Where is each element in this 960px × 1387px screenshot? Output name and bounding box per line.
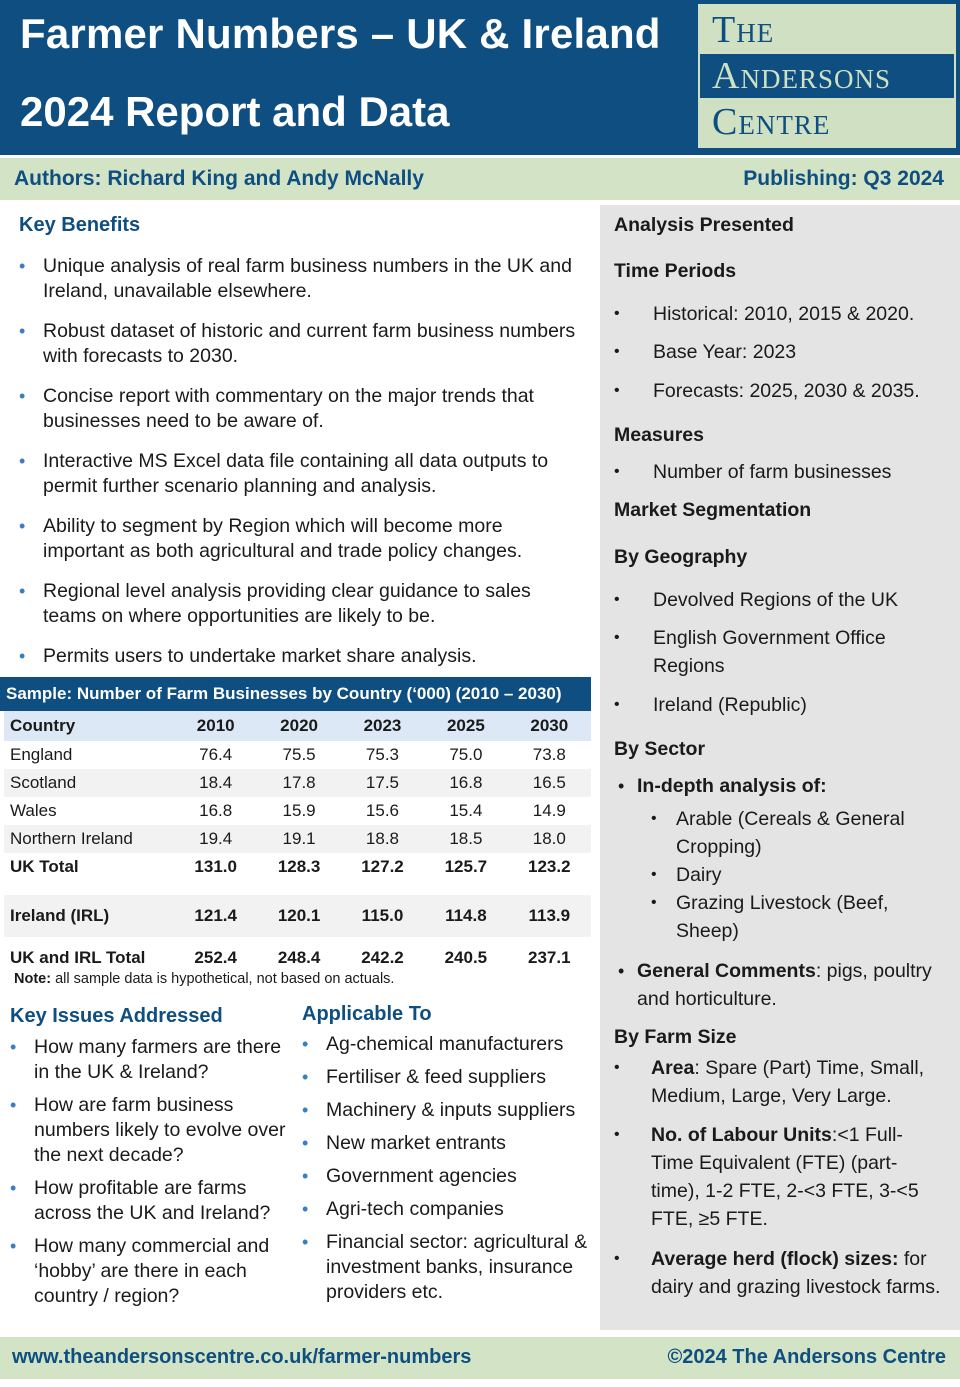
time-period-item: Historical: 2010, 2015 & 2020. bbox=[653, 303, 915, 325]
table-cell: 121.4 bbox=[174, 895, 257, 937]
bullet-icon: • bbox=[19, 386, 26, 406]
bullet-icon: • bbox=[10, 1095, 17, 1115]
table-cell: 113.9 bbox=[508, 895, 591, 937]
logo-line-1: The bbox=[700, 8, 954, 52]
website-link[interactable]: www.theandersonscentre.co.uk/farmer-numbers bbox=[12, 1346, 472, 1368]
table-cell: 18.4 bbox=[174, 769, 257, 797]
table-cell: Ireland (IRL) bbox=[4, 895, 174, 937]
bullet-icon: • bbox=[19, 451, 26, 471]
table-cell: 120.1 bbox=[257, 895, 340, 937]
copyright-text: ©2024 The Andersons Centre bbox=[667, 1346, 946, 1368]
bullet-icon: • bbox=[651, 894, 657, 911]
table-cell: 123.2 bbox=[528, 857, 571, 876]
table-cell: UK Total bbox=[10, 857, 79, 876]
table-cell: 15.6 bbox=[365, 801, 400, 820]
segmentation-heading: Market Segmentation bbox=[614, 499, 812, 521]
table-cell: 75.3 bbox=[365, 745, 400, 764]
list-item: • Concise report with commentary on the major trends that businesses need to be aware of. bbox=[19, 385, 534, 432]
bullet-icon: • bbox=[19, 581, 26, 601]
list-item: • Ability to segment by Region which will become more important as both agricultural and trade policy changes. bbox=[19, 515, 523, 562]
column-header: 2010 bbox=[174, 711, 257, 741]
table-row bbox=[4, 825, 591, 853]
table-cell: 16.8 bbox=[424, 769, 507, 797]
bullet-icon: • bbox=[614, 305, 620, 322]
bullet-icon: • bbox=[614, 343, 620, 360]
table-note: Note: all sample data is hypothetical, not based on actuals. bbox=[14, 971, 395, 987]
key-benefits-heading: Key Benefits bbox=[19, 214, 141, 236]
table-cell: 14.9 bbox=[532, 801, 566, 820]
sample-data-table bbox=[4, 711, 591, 979]
title-line-2: 2024 Report and Data bbox=[20, 88, 450, 135]
table-row bbox=[4, 741, 591, 769]
andersons-logo bbox=[698, 4, 956, 148]
footer-bar bbox=[0, 1337, 960, 1379]
time-periods-heading: Time Periods bbox=[614, 260, 737, 282]
farm-size-area: Area: Spare (Part) Time, Small, Medium, Large, Very Large. bbox=[651, 1057, 925, 1107]
title-line-1: Farmer Numbers – UK & Ireland bbox=[20, 10, 661, 57]
list-item: • Robust dataset of historic and current farm business numbers with forecasts to 2030. bbox=[19, 320, 576, 367]
bullet-icon: • bbox=[618, 776, 625, 796]
bullet-icon: • bbox=[19, 256, 26, 276]
table-cell: Wales bbox=[10, 801, 57, 820]
table-row bbox=[4, 769, 591, 797]
sector-indepth-label: In-depth analysis of: bbox=[637, 775, 827, 797]
list-item: • New market entrants bbox=[302, 1132, 506, 1154]
bullet-icon: • bbox=[10, 1236, 17, 1256]
bullet-icon: • bbox=[302, 1199, 309, 1219]
list-item: • Agri-tech companies bbox=[302, 1198, 504, 1220]
table-cell: 248.4 bbox=[277, 948, 321, 967]
table-cell: 128.3 bbox=[277, 857, 321, 876]
table-cell: 114.8 bbox=[424, 895, 507, 937]
list-item: • Permits users to undertake market share analysis. bbox=[19, 645, 477, 667]
applicable-to-heading: Applicable To bbox=[302, 1003, 432, 1025]
list-item: • Government agencies bbox=[302, 1165, 517, 1187]
table-cell: 237.1 bbox=[528, 948, 571, 967]
sector-heading: By Sector bbox=[614, 738, 706, 760]
table-header-row bbox=[4, 711, 591, 741]
column-header: 2023 bbox=[341, 711, 424, 741]
table-cell: 16.8 bbox=[199, 801, 233, 820]
table-cell: 75.0 bbox=[449, 745, 483, 764]
bullet-icon: • bbox=[10, 1037, 17, 1057]
table-cell: 17.8 bbox=[257, 769, 340, 797]
key-issues-list bbox=[10, 1035, 290, 1317]
authors-text: Authors: Richard King and Andy McNally bbox=[14, 167, 424, 190]
table-cell: 18.8 bbox=[341, 825, 424, 853]
table-cell: UK and IRL Total bbox=[10, 948, 146, 967]
bullet-icon: • bbox=[651, 866, 657, 883]
farm-size-labour: No. of Labour Units:<1 Full-Time Equivalent (FTE) (part-time), 1-2 FTE, 2-<3 FTE, 3-<5 FTE, ≥5 FTE. bbox=[651, 1124, 919, 1230]
sector-sub-item: Grazing Livestock (Beef, Sheep) bbox=[676, 892, 889, 942]
key-benefits-list bbox=[19, 254, 579, 684]
bullet-icon: • bbox=[302, 1166, 309, 1186]
table-cell: 15.9 bbox=[282, 801, 316, 820]
bullet-icon: • bbox=[19, 646, 26, 666]
logo-line-3: Centre bbox=[700, 100, 954, 144]
bullet-icon: • bbox=[10, 1178, 17, 1198]
column-header: 2020 bbox=[257, 711, 340, 741]
table-cell: 15.4 bbox=[449, 801, 483, 820]
table-cell: 125.7 bbox=[444, 857, 488, 876]
table-cell: 127.2 bbox=[361, 857, 404, 876]
table-cell: Scotland bbox=[4, 769, 174, 797]
bullet-icon: • bbox=[302, 1034, 309, 1054]
column-header: 2030 bbox=[508, 711, 591, 741]
table-row bbox=[4, 797, 591, 825]
table-row bbox=[4, 853, 591, 895]
list-item: • How many farmers are there in the UK & Ireland? bbox=[10, 1036, 282, 1083]
bullet-icon: • bbox=[614, 1126, 620, 1143]
bullet-icon: • bbox=[614, 382, 620, 399]
column-header: 2025 bbox=[424, 711, 507, 741]
bullet-icon: • bbox=[614, 1059, 620, 1076]
table-cell: 16.5 bbox=[508, 769, 591, 797]
geography-item: Ireland (Republic) bbox=[653, 694, 807, 716]
applicable-to-list bbox=[302, 1032, 594, 1313]
key-issues-heading: Key Issues Addressed bbox=[10, 1005, 223, 1027]
measure-item: Number of farm businesses bbox=[653, 461, 892, 483]
geography-item: English Government Office Regions bbox=[653, 627, 886, 677]
bullet-icon: • bbox=[302, 1100, 309, 1120]
list-item: • Machinery & inputs suppliers bbox=[302, 1099, 576, 1121]
bullet-icon: • bbox=[651, 810, 657, 827]
bullet-icon: • bbox=[614, 591, 620, 608]
table-row bbox=[4, 895, 591, 937]
list-item: • Unique analysis of real farm business numbers in the UK and Ireland, unavailable elsewhere. bbox=[19, 255, 572, 302]
table-cell: 240.5 bbox=[444, 948, 488, 967]
table-cell: 76.4 bbox=[199, 745, 233, 764]
authors-bar bbox=[0, 158, 960, 200]
table-cell: Northern Ireland bbox=[4, 825, 174, 853]
list-item: • Regional level analysis providing clear guidance to sales teams on where opportunities are likely to be. bbox=[19, 580, 531, 627]
bullet-icon: • bbox=[302, 1067, 309, 1087]
list-item: • Ag-chemical manufacturers bbox=[302, 1033, 564, 1055]
sample-table-title: Sample: Number of Farm Businesses by Country (‘000) (2010 – 2030) bbox=[0, 677, 591, 711]
bullet-icon: • bbox=[302, 1232, 309, 1252]
logo-line-2: Andersons bbox=[700, 54, 954, 98]
table-cell: 17.5 bbox=[341, 769, 424, 797]
bullet-icon: • bbox=[19, 516, 26, 536]
farm-size-herd: Average herd (flock) sizes: for dairy and grazing livestock farms. bbox=[651, 1248, 941, 1298]
table-cell: 252.4 bbox=[194, 948, 237, 967]
table-cell: 18.0 bbox=[508, 825, 591, 853]
table-cell: 73.8 bbox=[532, 745, 566, 764]
bullet-icon: • bbox=[614, 696, 620, 713]
analysis-heading: Analysis Presented bbox=[614, 214, 794, 236]
list-item: • Fertiliser & feed suppliers bbox=[302, 1066, 547, 1088]
bullet-icon: • bbox=[614, 1250, 620, 1267]
table-cell: 18.5 bbox=[424, 825, 507, 853]
table-cell: 19.1 bbox=[257, 825, 340, 853]
table-cell: 131.0 bbox=[194, 857, 237, 876]
table-cell: England bbox=[10, 745, 73, 764]
header-banner bbox=[0, 0, 960, 155]
list-item: • Interactive MS Excel data file containing all data outputs to permit further scenario planning and analysis. bbox=[19, 450, 549, 497]
table-cell: 242.2 bbox=[361, 948, 404, 967]
sector-sub-item: Arable (Cereals & General Cropping) bbox=[676, 808, 905, 858]
table-cell: 19.4 bbox=[174, 825, 257, 853]
table-cell: 115.0 bbox=[341, 895, 424, 937]
bullet-icon: • bbox=[618, 961, 625, 981]
sector-sub-item: Dairy bbox=[676, 864, 722, 886]
list-item: • How are farm business numbers likely to evolve over the next decade? bbox=[10, 1094, 286, 1166]
column-header: Country bbox=[4, 711, 174, 741]
publishing-date: Publishing: Q3 2024 bbox=[743, 167, 944, 190]
bullet-icon: • bbox=[19, 321, 26, 341]
list-item: • How profitable are farms across the UK and Ireland? bbox=[10, 1177, 271, 1224]
measures-heading: Measures bbox=[614, 424, 704, 446]
geography-item: Devolved Regions of the UK bbox=[653, 589, 898, 611]
list-item: • Financial sector: agricultural & investment banks, insurance providers etc. bbox=[302, 1231, 588, 1303]
bullet-icon: • bbox=[614, 463, 620, 480]
table-cell: 75.5 bbox=[282, 745, 316, 764]
time-period-item: Base Year: 2023 bbox=[653, 341, 797, 363]
general-comments: General Comments: pigs, poultry and horticulture. bbox=[637, 960, 932, 1010]
geography-heading: By Geography bbox=[614, 546, 748, 568]
time-period-item: Forecasts: 2025, 2030 & 2035. bbox=[653, 380, 920, 402]
farm-size-heading: By Farm Size bbox=[614, 1026, 737, 1048]
bullet-icon: • bbox=[302, 1133, 309, 1153]
list-item: • How many commercial and ‘hobby’ are there in each country / region? bbox=[10, 1235, 270, 1307]
bullet-icon: • bbox=[614, 629, 620, 646]
